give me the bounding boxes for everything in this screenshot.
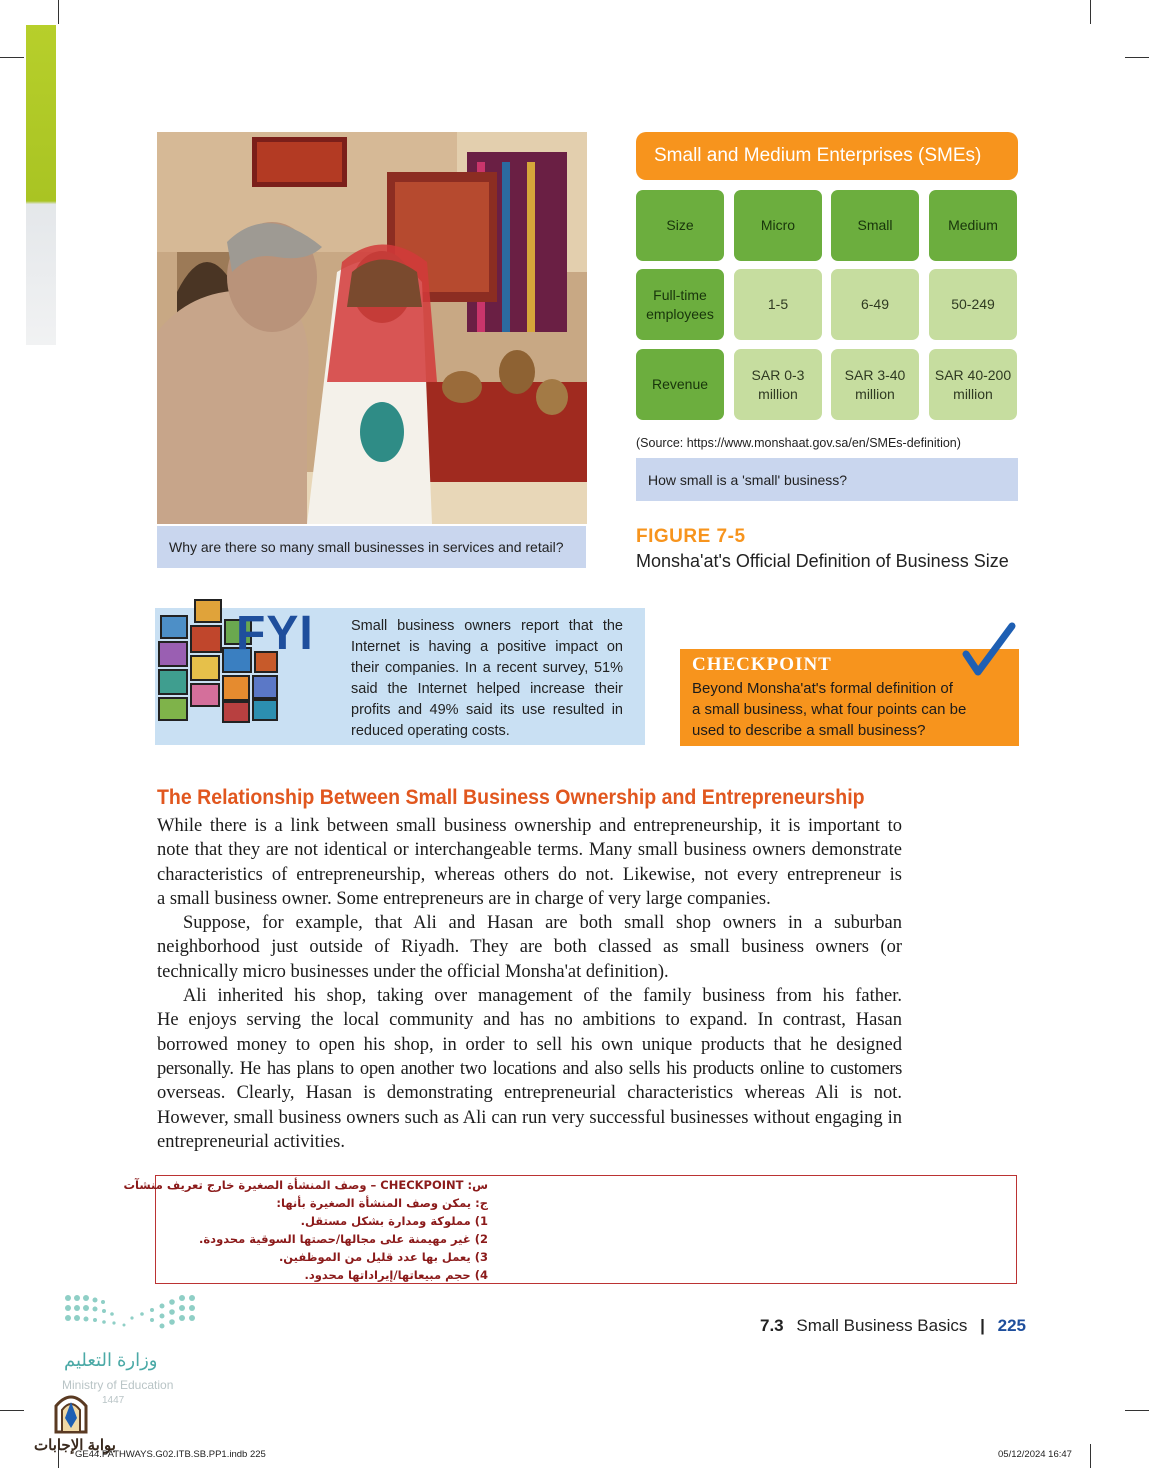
sme-header-medium: Medium bbox=[929, 190, 1017, 261]
section-body bbox=[157, 814, 902, 1154]
sme-cell-small-revenue: SAR 3-40 million bbox=[831, 349, 919, 420]
answer-line: 3) يعمل بها عدد قليل من الموظفين. bbox=[278, 1250, 488, 1264]
answer-line: 2) غير مهيمنة على مجالها/حصتها السوقية محدودة. bbox=[199, 1232, 488, 1246]
checkpoint-title: CHECKPOINT bbox=[692, 654, 832, 675]
print-slug-file: GE44.PATHWAYS.G02.ITB.SB.PP1.indb 225 bbox=[75, 1449, 266, 1460]
fyi-line: Internet is having a positive impact on bbox=[351, 639, 623, 655]
fyi-line: profits and 49% said its use resulted in bbox=[351, 702, 623, 718]
crop-mark bbox=[1125, 57, 1149, 58]
crop-mark bbox=[0, 57, 24, 58]
sme-row-label-revenue: Revenue bbox=[636, 349, 724, 420]
ministry-logo-dots bbox=[62, 1292, 202, 1342]
figure-title: Monsha'at's Official Definition of Business Size bbox=[636, 551, 1009, 571]
answer-text bbox=[123, 1176, 488, 1284]
body-line: However, small business owners such as Ali can run very successful businesses without engaging in bbox=[157, 1107, 902, 1128]
answer-line: 4) حجم مبيعاتها/إيراداتها محدود. bbox=[304, 1268, 488, 1282]
sme-header-micro: Micro bbox=[734, 190, 822, 261]
crop-mark bbox=[1090, 1444, 1091, 1468]
chapter-color-bar bbox=[26, 25, 56, 345]
footer-separator: | bbox=[980, 1316, 985, 1335]
page-number: 225 bbox=[997, 1316, 1026, 1335]
sme-header-small: Small bbox=[831, 190, 919, 261]
site-logo-icon bbox=[48, 1388, 94, 1434]
answer-line: 1) مملوكة ومدارة بشكل مستقل. bbox=[300, 1214, 488, 1228]
sme-question-caption: How small is a 'small' business? bbox=[636, 458, 1018, 501]
photo-caption: Why are there so many small businesses in services and retail? bbox=[157, 526, 586, 568]
print-slug-date: 05/12/2024 16:47 bbox=[998, 1449, 1072, 1460]
body-line: Ali inherited his shop, taking over management of the family business from his father. bbox=[183, 986, 902, 1007]
footer-section-number: 7.3 bbox=[760, 1316, 784, 1335]
body-line: personally. He has plans to open another two locations and also sells his products online to customers bbox=[157, 1058, 902, 1079]
crop-mark bbox=[1125, 1410, 1149, 1411]
body-line: neighborhood just outside of Riyadh. They are both classed as small business owners (or bbox=[157, 937, 902, 958]
site-name: بوابة الإجابات bbox=[34, 1437, 116, 1454]
paragraph-2 bbox=[157, 911, 902, 984]
answer-line: س: CHECKPOINT – وصف المنشأة الصغيرة خارج تعريف منشآت bbox=[123, 1178, 488, 1192]
checkpoint-line: Beyond Monsha'at's formal definition of bbox=[692, 680, 953, 697]
body-line: note that they are not identical or interchangeable terms. Many small business owners demonstrate bbox=[157, 840, 902, 861]
ministry-year: 1447 bbox=[102, 1395, 125, 1406]
page-footer bbox=[760, 1316, 1026, 1336]
fyi-label: FYI bbox=[236, 607, 314, 660]
fyi-line: said the Internet helped increase their bbox=[351, 681, 623, 697]
checkpoint-question bbox=[692, 678, 1002, 741]
ministry-name-english: Ministry of Education bbox=[62, 1378, 174, 1392]
sme-source-note: (Source: https://www.monshaat.gov.sa/en/SMEs-definition) bbox=[636, 436, 961, 450]
body-line: Suppose, for example, that Ali and Hasan are both small shop owners in a suburban bbox=[183, 913, 902, 934]
answer-line: ج: يمكن وصف المنشأة الصغيرة بأنها: bbox=[276, 1196, 488, 1210]
market-photo-illustration bbox=[157, 132, 587, 524]
market-photo bbox=[157, 132, 587, 524]
fyi-text bbox=[351, 616, 623, 742]
paragraph-3 bbox=[157, 984, 902, 1154]
fyi-line: reduced operating costs. bbox=[351, 723, 510, 739]
fyi-line: their companies. In a recent survey, 51% bbox=[351, 660, 623, 676]
section-heading: The Relationship Between Small Business Ownership and Entrepreneurship bbox=[157, 786, 865, 809]
crop-mark bbox=[58, 0, 59, 24]
checkmark-icon bbox=[958, 620, 1018, 680]
sme-cell-medium-revenue: SAR 40-200 million bbox=[929, 349, 1017, 420]
fyi-line: Small business owners report that the bbox=[351, 618, 623, 634]
sme-table-title: Small and Medium Enterprises (SMEs) bbox=[636, 132, 1018, 180]
sme-cell-small-employees: 6-49 bbox=[831, 269, 919, 340]
body-line: entrepreneurial activities. bbox=[157, 1131, 345, 1152]
crop-mark bbox=[1090, 0, 1091, 24]
body-line: While there is a link between small business ownership and entrepreneurship, it is important to bbox=[157, 816, 902, 836]
checkpoint-line: used to describe a small business? bbox=[692, 722, 926, 739]
body-line: He enjoys serving the local community and has no ambitions to expand. In contrast, Hasan bbox=[157, 1010, 902, 1031]
sme-cell-micro-revenue: SAR 0-3 million bbox=[734, 349, 822, 420]
body-line: technically micro businesses under the official Monsha'at definition). bbox=[157, 961, 669, 982]
body-line: characteristics of entrepreneurship, whereas others do not. Likewise, not every entrepreneur is bbox=[157, 864, 902, 885]
sme-cell-micro-employees: 1-5 bbox=[734, 269, 822, 340]
crop-mark bbox=[0, 1410, 24, 1411]
body-line: a small business owner. Some entrepreneurs are in charge of very large companies. bbox=[157, 888, 771, 909]
sme-header-size: Size bbox=[636, 190, 724, 261]
ministry-name-arabic: وزارة التعليم bbox=[64, 1350, 158, 1370]
figure-label: FIGURE 7-5 bbox=[636, 526, 746, 547]
sme-cell-medium-employees: 50-249 bbox=[929, 269, 1017, 340]
sme-row-label-employees: Full-time employees bbox=[636, 269, 724, 340]
body-line: borrowed money to open his shop, in order to sell his own unique products that he designed bbox=[157, 1034, 902, 1055]
checkpoint-line: a small business, what four points can be bbox=[692, 701, 967, 718]
footer-section-title: Small Business Basics bbox=[796, 1316, 968, 1335]
paragraph-1 bbox=[157, 814, 902, 911]
body-line: overseas. Clearly, Hasan is demonstrating entrepreneurial characteristics whereas Ali is not. bbox=[157, 1083, 902, 1104]
